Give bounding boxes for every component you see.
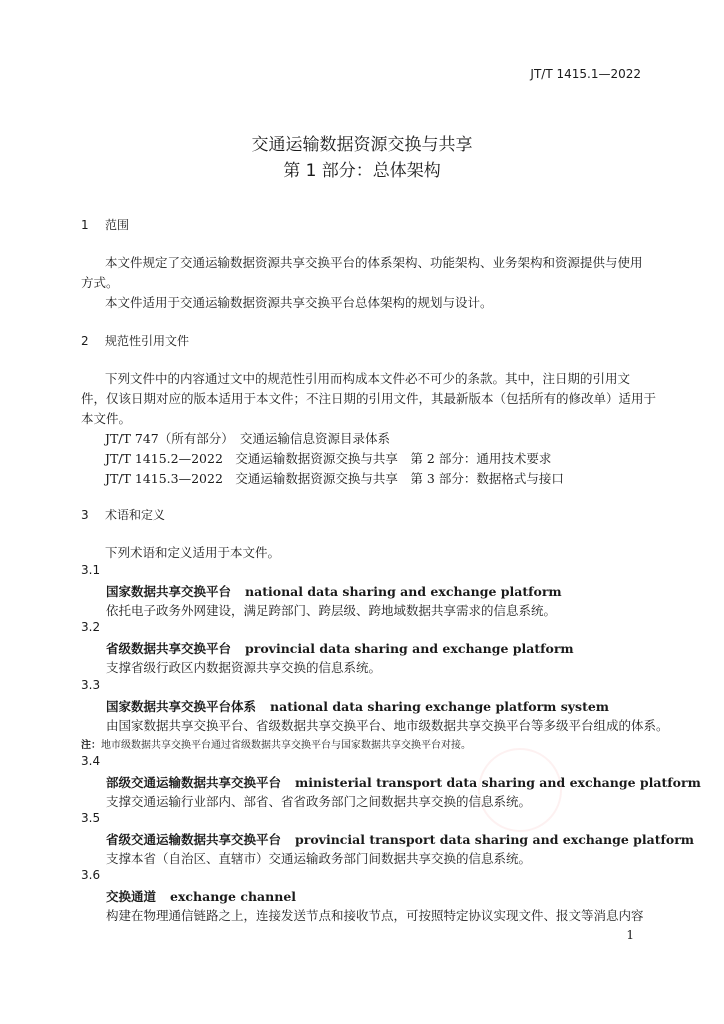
refs-intro-line2: 件，仅该日期对应的版本适用于本文件；不注日期的引用文件，其最新版本（包括所有的修改单）适用于 xyxy=(81,391,657,406)
term-number: 3.5 xyxy=(81,811,101,825)
document-title-line1: 交通运输数据资源交换与共享 xyxy=(251,135,473,155)
term-heading xyxy=(106,830,694,848)
section-heading-scope xyxy=(81,216,129,233)
term-number: 3.3 xyxy=(81,678,101,692)
term-number: 3.4 xyxy=(81,754,101,768)
note-text: 地市级数据共享交换平台通过省级数据共享交换平台与国家数据共享交换平台对接。 xyxy=(101,740,471,751)
term-number: 3.1 xyxy=(81,563,101,577)
refs-intro-line3: 本文件。 xyxy=(81,411,132,426)
term-note xyxy=(81,736,471,751)
term-cn: 省级数据共享交换平台 xyxy=(106,641,232,656)
section-title: 规范性引用文件 xyxy=(105,334,190,348)
note-label: 注： xyxy=(81,740,101,751)
section-heading-terms xyxy=(81,506,165,523)
term-heading xyxy=(106,639,574,657)
section-heading-normative-refs xyxy=(81,332,189,349)
term-heading xyxy=(106,697,609,715)
term-en: provincial transport data sharing and exchange platform xyxy=(295,832,695,847)
term-cn: 国家数据共享交换平台 xyxy=(106,584,232,599)
term-definition: 构建在物理通信链路之上，连接发送节点和接收节点，可按照特定协议实现文件、报文等消息内容 xyxy=(106,908,644,923)
section-number: 1 xyxy=(81,218,89,232)
term-en: national data sharing and exchange platform xyxy=(245,584,562,599)
term-definition: 支撑省级行政区内数据资源共享交换的信息系统。 xyxy=(106,660,382,675)
scope-para1-line1: 本文件规定了交通运输数据资源共享交换平台的体系架构、功能架构、业务架构和资源提供与使用 xyxy=(105,255,643,270)
ref-item: JT/T 1415.3—2022 交通运输数据资源交换与共享 第 3 部分：数据格式与接口 xyxy=(105,471,564,486)
ref-item: JT/T 1415.2—2022 交通运输数据资源交换与共享 第 2 部分：通用技术要求 xyxy=(105,451,552,466)
scope-para2: 本文件适用于交通运输数据资源共享交换平台总体架构的规划与设计。 xyxy=(105,295,493,310)
section-number: 2 xyxy=(81,334,89,348)
term-definition: 由国家数据共享交换平台、省级数据共享交换平台、地市级数据共享交换平台等多级平台组成的体系。 xyxy=(106,718,669,733)
term-cn: 交换通道 xyxy=(106,889,157,904)
term-definition: 依托电子政务外网建设，满足跨部门、跨层级、跨地域数据共享需求的信息系统。 xyxy=(106,603,557,618)
term-cn: 部级交通运输数据共享交换平台 xyxy=(106,775,282,790)
term-en: exchange channel xyxy=(170,889,297,904)
refs-intro-line1: 下列文件中的内容通过文中的规范性引用而构成本文件必不可少的条款。其中，注日期的引用文 xyxy=(105,371,631,386)
page-number: 1 xyxy=(626,928,634,942)
term-definition: 支撑本省（自治区、直辖市）交通运输政务部门间数据共享交换的信息系统。 xyxy=(106,851,532,866)
ref-item: JT/T 747（所有部分） 交通运输信息资源目录体系 xyxy=(105,431,390,446)
term-en: national data sharing exchange platform system xyxy=(270,699,610,714)
term-heading xyxy=(106,887,296,905)
term-en: provincial data sharing and exchange platform xyxy=(245,641,574,656)
watermark-seal xyxy=(478,748,562,832)
section-title: 术语和定义 xyxy=(105,508,166,522)
term-heading xyxy=(106,773,701,791)
scope-para1-line2: 方式。 xyxy=(81,275,119,290)
standard-code: JT/T 1415.1—2022 xyxy=(530,67,641,81)
term-cn: 国家数据共享交换平台体系 xyxy=(106,699,257,714)
term-number: 3.2 xyxy=(81,620,101,634)
section-title: 范围 xyxy=(105,218,130,232)
term-en: ministerial transport data sharing and exchange platform xyxy=(295,775,701,790)
document-title-line2: 第 1 部分：总体架构 xyxy=(283,161,441,181)
term-cn: 省级交通运输数据共享交换平台 xyxy=(106,832,282,847)
term-heading xyxy=(106,582,562,600)
term-definition: 支撑交通运输行业部内、部省、省省政务部门之间数据共享交换的信息系统。 xyxy=(106,794,532,809)
terms-intro: 下列术语和定义适用于本文件。 xyxy=(105,545,281,560)
section-number: 3 xyxy=(81,508,89,522)
term-number: 3.6 xyxy=(81,868,101,882)
